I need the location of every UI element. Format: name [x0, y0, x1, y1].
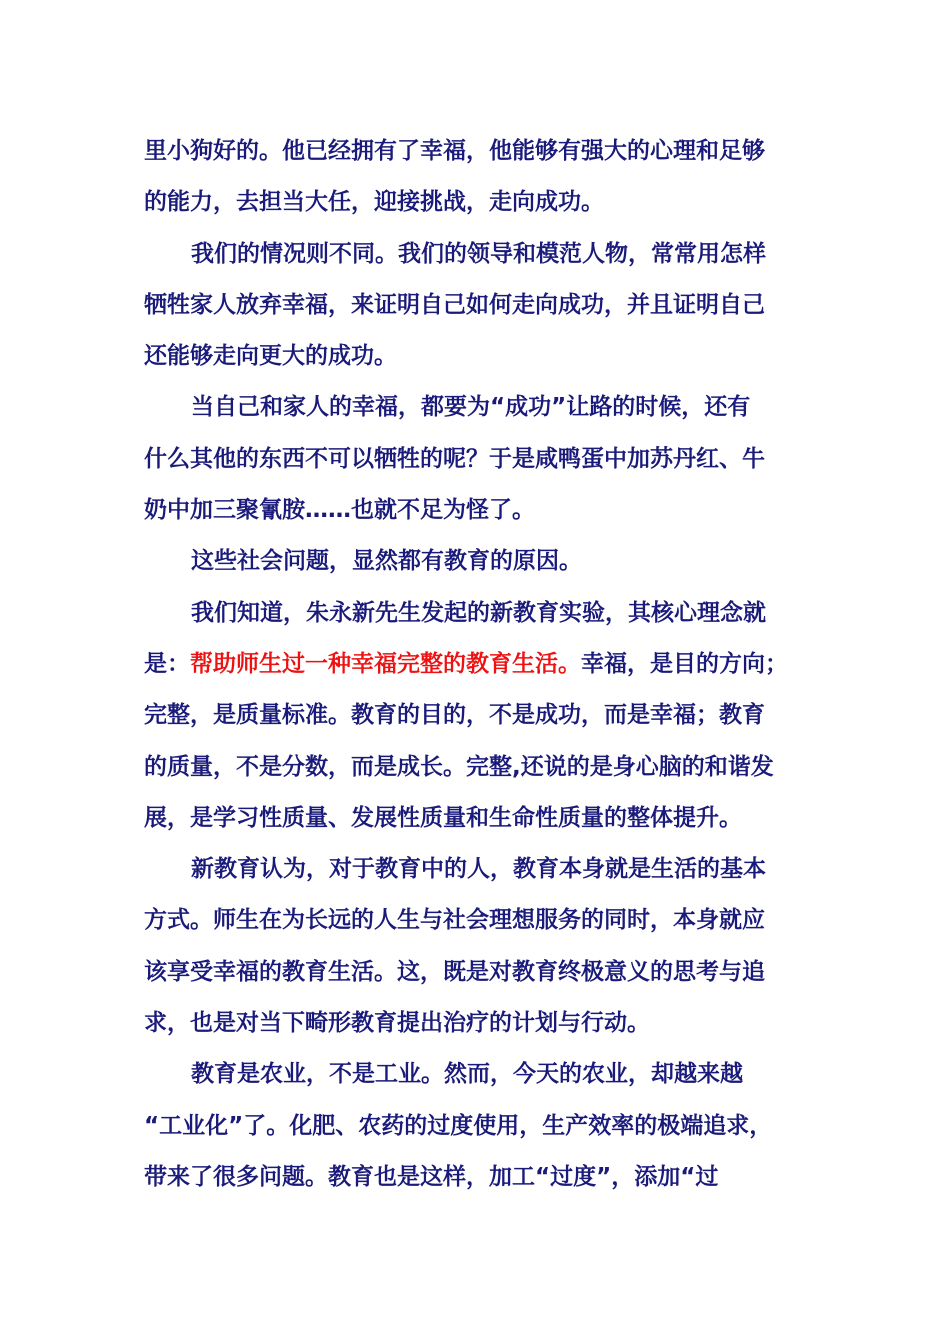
highlighted-core-idea: 帮助师生过一种幸福完整的教育生活。 [190, 650, 581, 677]
text-line: 展，是学习性质量、发展性质量和生命性质量的整体提升。 [144, 804, 742, 831]
text-line: 这些社会问题，显然都有教育的原因。 [191, 548, 582, 575]
text-line: 完整，是质量标准。教育的目的，不是成功，而是幸福；教育 [144, 702, 765, 729]
line-prefix: 是： [144, 650, 190, 677]
text-line: 教育是农业，不是工业。然而，今天的农业，却越来越 [191, 1061, 743, 1088]
text-line: 牺牲家人放弃幸福，来证明自己如何走向成功，并且证明自己 [144, 291, 765, 318]
text-line: 带来了很多问题。教育也是这样，加工“过度”，添加“过 [144, 1163, 719, 1190]
text-line: 新教育认为，对于教育中的人，教育本身就是生活的基本 [191, 856, 766, 883]
text-line: 方式。师生在为长远的人生与社会理想服务的同时，本身就应 [144, 907, 765, 934]
text-line-with-highlight [144, 639, 814, 690]
text-line: 奶中加三聚氰胺……也就不足为怪了。 [144, 497, 535, 524]
text-line: 我们知道，朱永新先生发起的新教育实验，其核心理念就 [191, 599, 766, 626]
text-line: 求，也是对当下畸形教育提出治疗的计划与行动。 [144, 1010, 650, 1037]
line-suffix: 幸福，是目的方向； [581, 650, 788, 677]
text-line: 什么其他的东西不可以牺牲的呢？于是咸鸭蛋中加苏丹红、牛 [144, 445, 765, 472]
text-line: “工业化”了。化肥、农药的过度使用，生产效率的极端追求， [144, 1112, 773, 1139]
text-line: 还能够走向更大的成功。 [144, 343, 397, 370]
text-line: 我们的情况则不同。我们的领导和模范人物，常常用怎样 [191, 240, 766, 267]
text-line: 该享受幸福的教育生活。这，既是对教育终极意义的思考与追 [144, 958, 765, 985]
body-text [144, 126, 814, 1203]
text-line: 的能力，去担当大任，迎接挑战，走向成功。 [144, 189, 604, 216]
text-line: 里小狗好的。他已经拥有了幸福，他能够有强大的心理和足够 [144, 138, 765, 164]
text-line: 当自己和家人的幸福，都要为“成功”让路的时候，还有 [191, 394, 751, 421]
text-line: 的质量，不是分数，而是成长。完整,还说的是身心脑的和谐发 [144, 753, 774, 780]
